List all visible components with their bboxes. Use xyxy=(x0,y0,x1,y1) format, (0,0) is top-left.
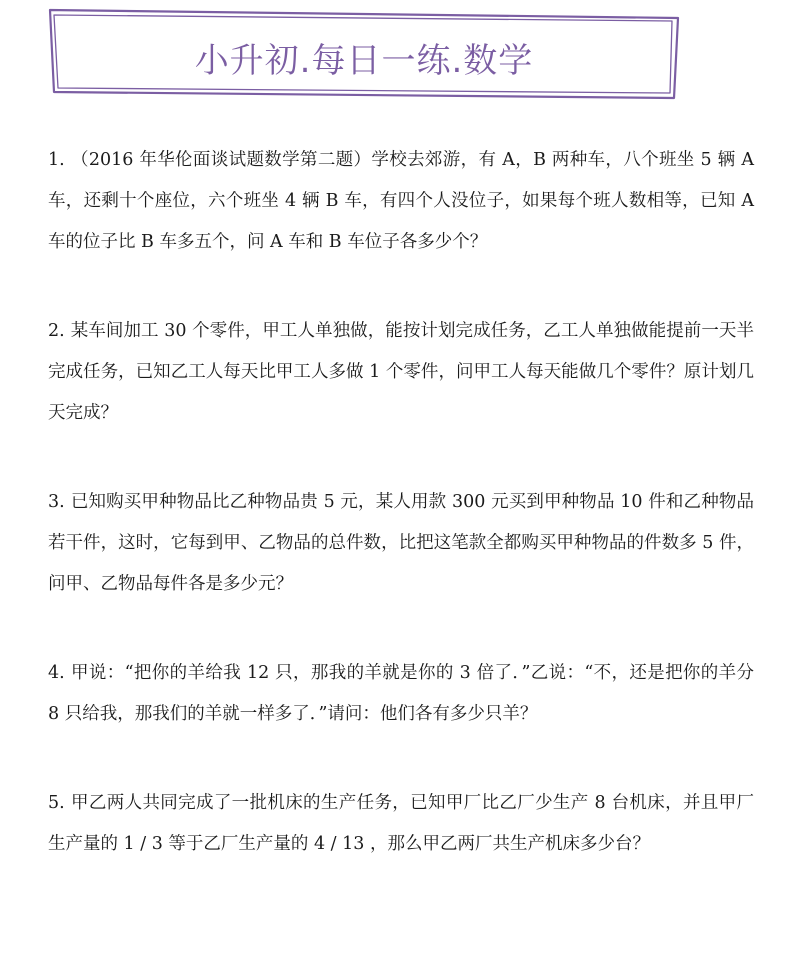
question-4-text: 甲说：“把你的羊给我 12 只，那我的羊就是你的 3 倍了．”乙说：“不，还是把你的羊分 8 只给我，那我们的羊就一样多了．”请问：他们各有多少只羊？ xyxy=(48,663,754,724)
question-2-number: 2. xyxy=(48,321,65,341)
question-5-text: 甲乙两人共同完成了一批机床的生产任务，已知甲厂比乙厂少生产 8 台机床，并且甲厂生产量的 1 / 3 等于乙厂生产量的 4 / 13 ，那么甲乙两厂共生产机床多少台？ xyxy=(48,793,754,854)
question-1-text: （2016 年华伦面谈试题数学第二题）学校去郊游，有 A，B 两种车，八个班坐 5 辆 A 车，还剩十个座位，六个班坐 4 辆 B 车，有四个人没位子，如果每个班人数相等，已知 A 车的位子比 B 车多五个，问 A 车和 B 车位子各多少个？ xyxy=(48,150,754,252)
question-1 xyxy=(48,140,754,263)
question-list xyxy=(48,140,754,865)
question-4-number: 4. xyxy=(48,663,65,683)
question-3-number: 3. xyxy=(48,492,65,512)
page-title: 小升初.每日一练.数学 xyxy=(194,40,534,81)
question-4 xyxy=(48,653,754,735)
question-2 xyxy=(48,311,754,434)
question-5 xyxy=(48,783,754,865)
question-1-number: 1. xyxy=(48,150,65,170)
title-banner xyxy=(44,6,684,104)
question-2-text: 某车间加工 30 个零件，甲工人单独做，能按计划完成任务，乙工人单独做能提前一天半完成任务，已知乙工人每天比甲工人多做 1 个零件，问甲工人每天能做几个零件？原计划几天完成？ xyxy=(48,321,754,423)
question-3-text: 已知购买甲种物品比乙种物品贵 5 元，某人用款 300 元买到甲种物品 10 件和乙种物品若干件，这时，它每到甲、乙物品的总件数，比把这笔款全都购买甲种物品的件数多 5 件，问甲、乙物品每件各是多少元？ xyxy=(48,492,754,594)
question-5-number: 5. xyxy=(48,793,65,813)
question-3 xyxy=(48,482,754,605)
